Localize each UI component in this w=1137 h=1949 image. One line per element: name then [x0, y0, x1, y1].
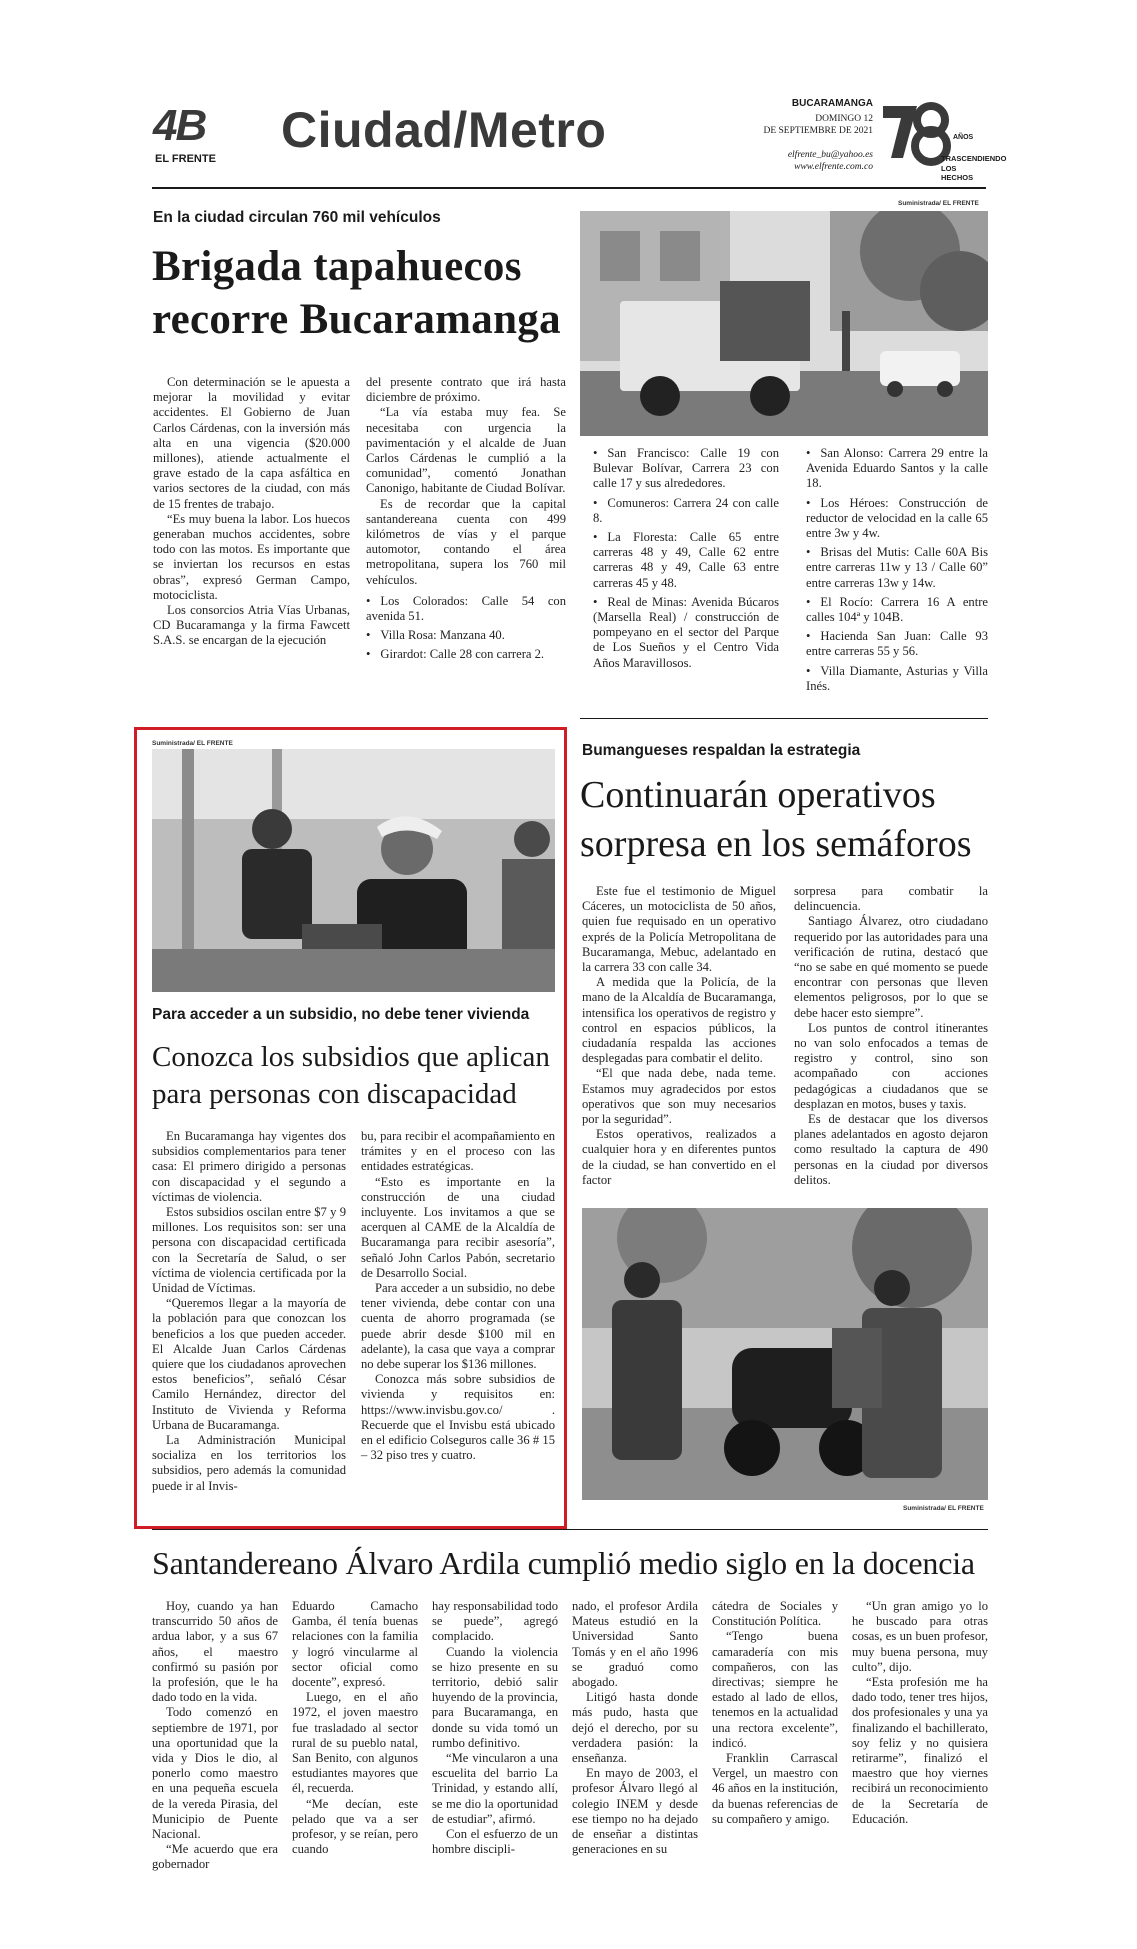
list-item: • Girardot: Calle 28 con carrera 2. [366, 647, 566, 662]
article1-photo-credit: Suministrada/ EL FRENTE [898, 200, 979, 207]
list-item: • San Alonso: Carrera 29 entre la Avenida Eduardo Santos y la calle 18. [806, 446, 988, 492]
article2-column-2 [361, 1129, 555, 1463]
people-waiting-image [152, 749, 555, 992]
article2-column-1 [152, 1129, 346, 1494]
list-item: • San Francisco: Calle 19 con Bulevar Bolívar, Carrera 23 con calle 17 y sus alrededores. [593, 446, 779, 492]
list-item: • Villa Diamante, Asturias y Villa Inés. [806, 664, 988, 694]
article3-photo-credit: Suministrada/ EL FRENTE [903, 1505, 984, 1512]
article2-paragraph: En Bucaramanga hay vigentes dos subsidios complementarios para tener casa: El primero dirigido a personas con discapacidad y el segundo a víctimas de violencia. [152, 1129, 346, 1204]
list-item: • Real de Minas: Avenida Búcaros (Marsella Real) / construcción de pompeyano en el sector del Parque de Los Sueños y el Centro Vida Años Maravillosos. [593, 595, 779, 671]
article2-kicker: Para acceder a un subsidio, no debe tener vivienda [152, 1006, 530, 1023]
article4-column-2 [292, 1599, 418, 1857]
article1-list [593, 446, 779, 671]
article3-paragraph: Los puntos de control itinerantes no van solo enfocados a temas de registro y control, sino son acompañado con acciones pedagógicas a ciudadanos que se desplazan en motos, buses y taxis. [794, 1020, 988, 1111]
email-link[interactable]: elfrente_bu@yahoo.es [787, 150, 873, 160]
masthead [153, 98, 1007, 188]
article4-paragraph: Todo comenzó en septiembre de 1971, por una oportunidad que la vida y Dios le dio, al ponerlo como maestro en una pequeña escuela de la vereda Pirasia, del Municipio de Puente Nacional. [152, 1705, 278, 1842]
article4-column-3 [432, 1599, 558, 1857]
article4-column-1 [152, 1599, 278, 1873]
article1-paragraph: “La vía estaba muy fea. Se necesitaba con urgencia la pavimentación y el alcalde de Juan Carlos Cárdenas le cumplió a la comunidad”, comentó Jonathan Canonigo, habitante de Ciudad Bolívar. [366, 405, 566, 496]
article4-paragraph: “Esta profesión me ha dado todo, tener tres hijos, dos profesionales y una ya finalizando el bachillerato, soy feliz y no quisiera retirarme”, finalizó el maestro que hoy viernes recibirá un reconocimiento de la Secretaría de Educación. [852, 1675, 988, 1826]
article1-kicker: En la ciudad circulan 760 mil vehículos [153, 209, 441, 226]
article4-column-4 [572, 1599, 698, 1857]
article3-paragraph: sorpresa para combatir la delincuencia. [794, 884, 988, 914]
article1-column-4 [806, 446, 988, 698]
article3-paragraph: Estos operativos, realizados a cualquier hora y en diferentes puntos de la ciudad, se han convertido en el factor [582, 1127, 776, 1187]
article1-paragraph: Los consorcios Atria Vías Urbanas, CD Bucaramanga y la firma Fawcett S.A.S. se encargan de la ejecución [153, 603, 350, 648]
article2-paragraph: bu, para recibir el acompañamiento en trámites y en el proceso con las entidades estratégicas. [361, 1129, 555, 1174]
article3-paragraph: A medida que la Policía, de la mano de la Alcaldía de Bucaramanga, intensifica los operativos de registro y control en espacios públicos, la ciudadanía respalda las acciones desplegadas para combatir el delito. [582, 975, 776, 1066]
list-item: • El Rocío: Carrera 16 A entre calles 104ª y 104B. [806, 595, 988, 625]
article3-kicker: Bumangueses respaldan la estrategia [582, 742, 861, 759]
article2-paragraph: Estos subsidios oscilan entre $7 y 9 millones. Los requisitos son: ser una persona con discapacidad certificada con la Secretaría de Salud, o ser víctima de violencia certificada por la Unidad de Víctimas. [152, 1205, 346, 1296]
article4-paragraph: “Tengo buena camaradería con mis compañeros, con las directivas; siempre he estado al lado de ellos, tenemos en la actualidad una rectora excelente”, indicó. [712, 1629, 838, 1750]
page-number: 4B [153, 101, 206, 150]
article4-paragraph: hay responsabilidad todo se puede”, agregó complacido. [432, 1599, 558, 1644]
article1-paragraph: “Es muy buena la labor. Los huecos generaban muchos accidentes, sobre todo con las motos. Es importante que se inviertan los recursos en estas obras”, expresó German Campo, motociclista. [153, 511, 350, 602]
article3-paragraph: “El que nada debe, nada teme. Estamos muy agradecidos por estos operativos que son muy necesarios por la seguridad”. [582, 1066, 776, 1127]
article4-paragraph: En mayo de 2003, el profesor Álvaro llegó al colegio INEM y desde ese tiempo no ha dejado de enseñar a distintas generaciones en su [572, 1766, 698, 1857]
list-item: • Brisas del Mutis: Calle 60A Bis entre carreras 11w y 13 / Calle 60” entre carreras 13w y 14w. [806, 545, 988, 591]
article2-paragraph: “Queremos llegar a la mayoría de la población para que conozcan los beneficios a los que pueden acceder. El Alcalde Juan Carlos Cárdenas quiere que los ciudadanos aprovechen estos beneficios”, señaló César Camilo Hernández, director del Instituto de Vivienda y Reforma Urbana de Bucaramanga. [152, 1296, 346, 1432]
article4-paragraph: “Un gran amigo yo lo he buscado para otras cosas, es un buen profesor, muy buena persona, muy culto”, dijo. [852, 1599, 988, 1674]
list-item: • Hacienda San Juan: Calle 93 entre carreras 55 y 56. [806, 629, 988, 659]
anniversary-logo [881, 98, 1007, 182]
article2-paragraph: “Esto es importante en la construcción de una ciudad incluyente. Los invitamos a que se acerquen al CAME de la Alcaldía de Bucaramanga para recibir asesoría”, señaló John Carlos Pabón, secretario de Desarrollo Social. [361, 1174, 555, 1280]
article4-paragraph: Eduardo Camacho Gamba, él tenía buenas relaciones con la familia y logró vincularme al sector oficial como docente”, expresó. [292, 1599, 418, 1690]
article3-photo [582, 1208, 988, 1500]
article4-paragraph: Luego, en el año 1972, el joven maestro fue trasladado al sector rural de su pueblo natal, San Benito, con algunos estudiantes mayores que él, recuerda. [292, 1690, 418, 1796]
article2-headline-line1: Conozca los subsidios que aplican [152, 1041, 550, 1073]
list-item: • Comuneros: Carrera 24 con calle 8. [593, 496, 779, 526]
article4-paragraph: “Me decían, este pelado que va a ser profesor, y se reían, pero cuando [292, 1796, 418, 1857]
article1-paragraph: Con determinación se le apuesta a mejorar la movilidad y evitar accidentes. El Gobierno de Juan Carlos Cárdenas, con la inversión más alta en una vigencia ($20.000 millones), atiende actualmente el grave estado de la capa asfáltica en varios sectores de la ciudad, con más de 15 frentes de trabajo. [153, 375, 350, 511]
city-label: BUCARAMANGA [791, 98, 873, 109]
article2-paragraph: Conozca más sobre subsidios de vivienda y requisitos en: https://www.invisbu.gov.co/ . Recuerde que el Invisbu está ubicado en el edificio Colseguros calle 36 # 15 – 32 piso tres y cuatro. [361, 1372, 555, 1463]
article1-paragraph: del presente contrato que irá hasta diciembre de próximo. [366, 375, 566, 405]
article4-paragraph: cátedra de Sociales y Constitución Política. [712, 1599, 838, 1629]
article1-headline-line2: recorre Bucaramanga [152, 296, 561, 343]
police-checkpoint-image [582, 1208, 988, 1500]
article3-column-1 [582, 884, 776, 1188]
article2-photo [152, 749, 555, 992]
list-item: • Villa Rosa: Manzana 40. [366, 628, 566, 643]
list-item: • Los Héroes: Construcción de reductor de velocidad en la calle 65 entre 3w y 4w. [806, 496, 988, 542]
article2-paragraph: Para acceder a un subsidio, no debe tener vivienda, debe contar con una cuenta de ahorro programada (se puede abrir desde $100 mil en adelante), la casa que vaya a comprar no debe superar los $136 millones. [361, 1281, 555, 1372]
header-rule [152, 187, 986, 189]
list-item: • Los Colorados: Calle 54 con avenida 51. [366, 594, 566, 624]
article2-photo-credit: Suministrada/ EL FRENTE [152, 740, 233, 747]
section-divider [152, 1529, 988, 1530]
article1-list [806, 446, 988, 694]
article2-headline-line2: para personas con discapacidad [152, 1078, 517, 1110]
article3-paragraph: Es de destacar que los diversos planes adelantados en agosto dejaron como resultado la captura de 490 personas en la ciudad por diversos delitos. [794, 1112, 988, 1187]
article1-column-3 [593, 446, 779, 675]
anniversary-word: AÑOS [953, 134, 974, 141]
article4-paragraph: Litigó hasta donde más pudo, hasta que dejó el derecho, por su verdadera pasión: la enseñanza. [572, 1690, 698, 1766]
article1-paragraph: Es de recordar que la capital santandereana cuenta con 499 kilómetros de vías y el parque automotor, contando el área metropolitana, supera los 760 mil vehículos. [366, 496, 566, 587]
article4-paragraph: Franklin Carrascal Vergel, un maestro con 46 años en la institución, da buenas referencias de su compañero y amigo. [712, 1751, 838, 1826]
article1-headline-line1: Brigada tapahuecos [152, 243, 522, 290]
date-line-1: DOMINGO 12 [815, 114, 873, 124]
article4-column-6 [852, 1599, 988, 1827]
article3-paragraph: Santiago Álvarez, otro ciudadano requerido por las autoridades para una verificación de rutina, destacó que “no se sabe en qué momento se puede encontrar con personas que lleven elementos peligrosos, por lo que se debe hacer esto siempre”. [794, 914, 988, 1020]
article1-photo [580, 211, 988, 436]
article4-paragraph: nado, el profesor Ardila Mateus estudió en la Universidad Santo Tomás y en el año 1996 se graduó como abogado. [572, 1599, 698, 1690]
paper-name: EL FRENTE [155, 153, 216, 165]
article4-paragraph: “Me vincularon a una escuelita del barrio La Trinidad, y estando allí, se me dio la oportunidad de estudiar”, afirmó. [432, 1751, 558, 1826]
road-works-image [580, 211, 988, 436]
article4-paragraph: Con el esfuerzo de un hombre discipli- [432, 1827, 558, 1857]
article4-column-5 [712, 1599, 838, 1827]
article3-headline-line1: Continuarán operativos [580, 774, 936, 816]
list-item: • La Floresta: Calle 65 entre carreras 48 y 49, Calle 62 entre carreras 48 y 49, Calle 63 entre carreras 45 y 48. [593, 530, 779, 591]
article1-column-1 [153, 375, 350, 649]
article2-paragraph: La Administración Municipal socializa en los territorios los subsidios, pero además la comunidad puede ir al Invis- [152, 1433, 346, 1493]
article1-list [366, 594, 566, 663]
article4-paragraph: Cuando la violencia se hizo presente en su territorio, debió salir huyendo de la provincia, para Bucaramanga, en donde su vida tomó un rumbo definitivo. [432, 1644, 558, 1750]
section-title: Ciudad/Metro [281, 102, 607, 158]
anniversary-tag-1: TRASCENDIENDO [941, 154, 1007, 163]
website-link[interactable]: www.elfrente.com.co [794, 162, 873, 172]
article4-paragraph: “Me acuerdo que era gobernador [152, 1842, 278, 1872]
article3-paragraph: Este fue el testimonio de Miguel Cáceres, un motociclista de 50 años, quien fue requisado en un operativo exprés de la Policía Metropolitana de Bucaramanga, Mebuc, adelantado en la carrera 33 con calle 34. [582, 884, 776, 975]
date-line-2: DE SEPTIEMBRE DE 2021 [763, 126, 873, 136]
anniversary-tag-2: LOS HECHOS [941, 164, 974, 182]
article1-column-2 [366, 375, 566, 667]
section-divider [580, 718, 988, 719]
article4-paragraph: Hoy, cuando ya han transcurrido 50 años de ardua labor, y a sus 67 años, el maestro confirmó su pasión por la profesión, que le ha dado todo en la vida. [152, 1599, 278, 1705]
article3-headline-line2: sorpresa en los semáforos [580, 823, 972, 865]
article3-column-2 [794, 884, 988, 1188]
article4-headline: Santandereano Álvaro Ardila cumplió medio siglo en la docencia [152, 1545, 975, 1581]
